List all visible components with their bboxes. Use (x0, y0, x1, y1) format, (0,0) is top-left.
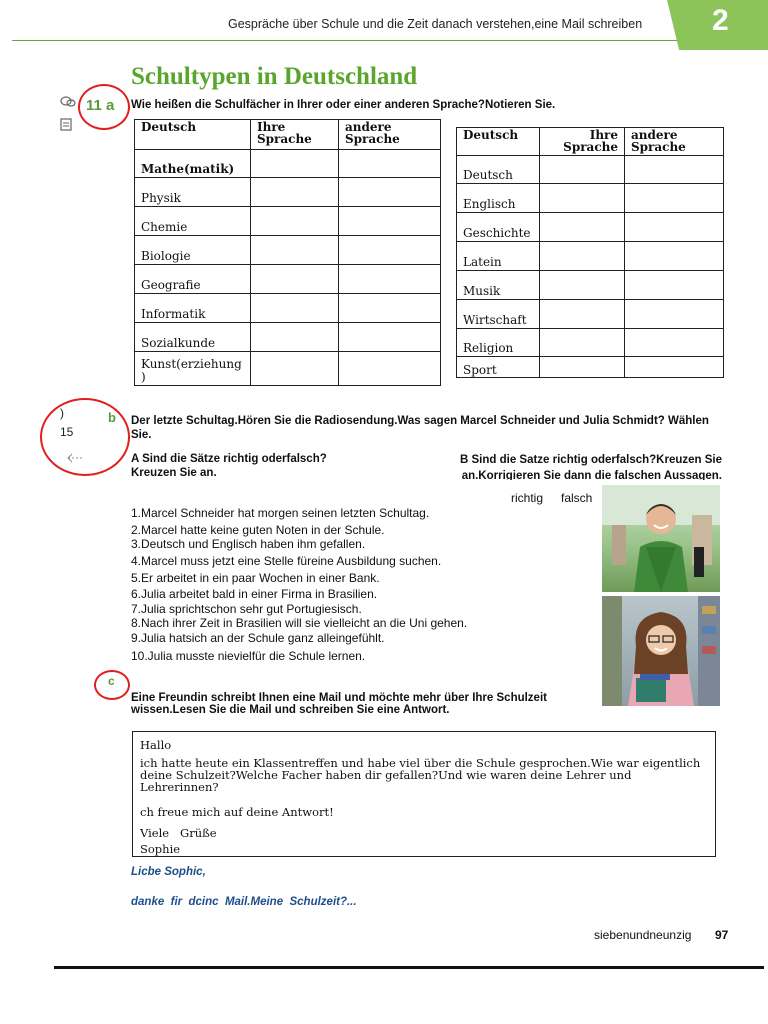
track-number: 15 (60, 425, 74, 439)
answer-cell[interactable] (339, 265, 441, 294)
answer-cell[interactable] (540, 271, 625, 300)
exercise-label-c: c (108, 674, 115, 688)
table-header: andere Sprache (625, 128, 724, 156)
subjects-table-left (134, 119, 441, 386)
statement-item: 7.Julia sprichtschon sehr gut Portugiesisch. (131, 602, 362, 616)
reply-salutation: Licbe Sophic, (131, 866, 206, 878)
statement-item: 4.Marcel muss jetzt eine Stelle füreine Ausbildung suchen. (131, 554, 442, 568)
answer-cell[interactable] (625, 357, 724, 378)
answer-cell[interactable] (251, 352, 339, 386)
subject-cell: Chemie (135, 207, 251, 236)
answer-cell[interactable] (251, 150, 339, 178)
statement-item: 10.Julia musste nievielfür die Schule lernen. (131, 649, 366, 663)
column-falsch: falsch (561, 491, 593, 505)
subject-cell: Deutsch (457, 156, 540, 184)
answer-cell[interactable] (625, 184, 724, 213)
answer-cell[interactable] (251, 178, 339, 207)
subject-cell: Biologie (135, 236, 251, 265)
subject-cell: Englisch (457, 184, 540, 213)
page-number: 97 (715, 928, 729, 942)
subject-cell: Geschichte (457, 213, 540, 242)
notebook-icon (60, 118, 72, 134)
subject-cell: Religion (457, 329, 540, 357)
page-number-word: siebenundneunzig (594, 928, 692, 942)
subject-cell: Wirtschaft (457, 300, 540, 329)
subjects-table-right (456, 127, 724, 378)
statement-item: 8.Nach ihrer Zeit in Brasilien will sie vielleicht an die Uni gehen. (131, 616, 468, 630)
exercise-label-11a: 11 a (86, 97, 115, 114)
answer-cell[interactable] (625, 271, 724, 300)
answer-cell[interactable] (540, 184, 625, 213)
mail-body: ich hatte heute ein Klassentreffen und habe viel über die Schule gesprochen.Wie war eigentlich deine Schulzeit?Welche Facher haben dir gefallen?Und wie waren deine Lehrer und Lehrerinnen? (140, 756, 701, 794)
answer-cell[interactable] (339, 352, 441, 386)
subject-cell: Informatik (135, 294, 251, 323)
table-header: Deutsch (135, 120, 251, 150)
statement-item: 9.Julia hatsich an der Schule ganz alleingefühlt. (131, 631, 385, 645)
answer-cell[interactable] (625, 300, 724, 329)
table-header: Deutsch (457, 128, 540, 156)
answer-cell[interactable] (251, 294, 339, 323)
subject-cell: Physik (135, 178, 251, 207)
header-divider (12, 40, 712, 41)
section-title: Schultypen in Deutschland (131, 63, 418, 90)
email-box (132, 731, 716, 857)
mail-regards: Viele Grüße (140, 826, 217, 840)
photo-marcel (602, 485, 720, 592)
subject-cell: Latein (457, 242, 540, 271)
subject-cell: Geografie (135, 265, 251, 294)
statement-item: 6.Julia arbeitet bald in einer Firma in Brasilien. (131, 587, 378, 601)
running-header: Gespräche über Schule und die Zeit danach verstehen,eine Mail schreiben (228, 17, 643, 31)
answer-cell[interactable] (625, 213, 724, 242)
subject-cell: Kunst(erziehung ) (135, 352, 251, 386)
table-header: Ihre Sprache (251, 120, 339, 150)
part-a-instruction: A Sind die Sätze richtig oderfalsch? Kreuzen Sie an. (131, 453, 327, 479)
exercise-c-instruction: Eine Freundin schreibt Ihnen eine Mail und möchte mehr über Ihre Schulzeit wissen.Lesen Sie die Mail und schreiben Sie eine Antwort. (131, 692, 547, 716)
answer-cell[interactable] (339, 323, 441, 352)
answer-cell[interactable] (251, 207, 339, 236)
subject-cell: Sozialkunde (135, 323, 251, 352)
answer-cell[interactable] (625, 329, 724, 357)
mail-closing: ch freue mich auf deine Antwort! (140, 805, 334, 819)
answer-cell[interactable] (339, 207, 441, 236)
answer-cell[interactable] (540, 213, 625, 242)
answer-cell[interactable] (540, 300, 625, 329)
answer-cell[interactable] (339, 178, 441, 207)
photo-julia (602, 596, 720, 706)
statement-item: 5.Er arbeitet in ein paar Wochen in einer Bank. (131, 571, 380, 585)
statement-item: 3.Deutsch und Englisch haben ihm gefallen. (131, 537, 366, 551)
exercise-label-b: b (108, 410, 116, 425)
mail-signature: Sophie (140, 842, 181, 856)
exercise-b-instruction: Der letzte Schultag.Hören Sie die Radiosendung.Was sagen Marcel Schneider und Julia Schmidt? Wählen Sie. (131, 415, 709, 441)
statement-item: 1.Marcel Schneider hat morgen seinen letzten Schultag. (131, 506, 430, 520)
subject-cell: Mathe(matik) (135, 150, 251, 178)
answer-cell[interactable] (339, 294, 441, 323)
answer-cell[interactable] (251, 265, 339, 294)
subject-cell: Sport (457, 357, 540, 378)
column-richtig: richtig (511, 491, 544, 505)
footer-divider (54, 966, 764, 969)
answer-cell[interactable] (625, 242, 724, 271)
statement-item: 2.Marcel hatte keine guten Noten in der Schule. (131, 523, 385, 537)
table-header: andere Sprache (339, 120, 441, 150)
mail-greeting: Hallo (140, 738, 172, 752)
exercise-11a-instruction: Wie heißen die Schulfächer in Ihrer oder einer anderen Sprache?Notieren Sie. (131, 99, 556, 111)
chapter-number: 2 (712, 4, 729, 37)
answer-cell[interactable] (339, 236, 441, 265)
speech-icon (60, 96, 76, 111)
answer-cell[interactable] (251, 236, 339, 265)
answer-cell[interactable] (540, 242, 625, 271)
subject-cell: Musik (457, 271, 540, 300)
part-b-instruction: B Sind die Satze richtig oderfalsch?Kreuzen Sie an.Korrigieren Sie dann die falschen Aussagen. (459, 454, 722, 480)
audio-mark: ) (60, 406, 64, 420)
answer-cell[interactable] (625, 156, 724, 184)
answer-cell[interactable] (540, 329, 625, 357)
table-header: Ihre Sprache (540, 128, 625, 156)
answer-cell[interactable] (339, 150, 441, 178)
answer-cell[interactable] (540, 156, 625, 184)
arrow-left-icon (66, 453, 86, 466)
answer-cell[interactable] (251, 323, 339, 352)
reply-first-line: danke fir dcinc Mail.Meine Schulzeit?... (131, 896, 357, 908)
answer-cell[interactable] (540, 357, 625, 378)
